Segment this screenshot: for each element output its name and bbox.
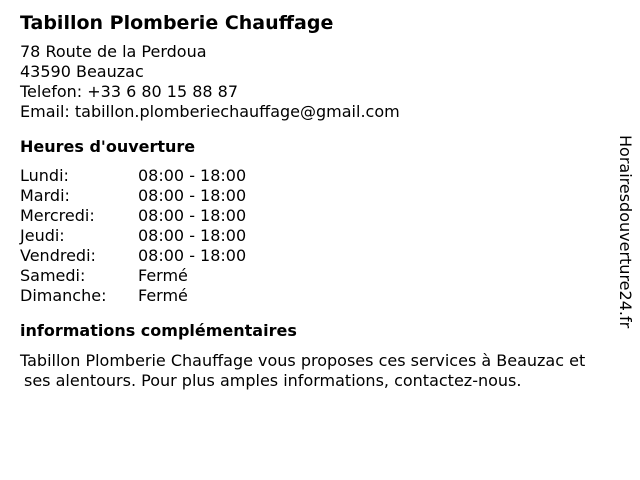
hours-row-wednesday [20, 206, 632, 226]
opening-hours-list [20, 166, 632, 306]
day-label: Dimanche: [20, 286, 107, 305]
address-city: 43590 Beauzac [20, 62, 144, 81]
additional-info-text [20, 351, 635, 391]
day-label: Samedi: [20, 266, 86, 285]
email-address: Email: tabillon.plomberiechauffage@gmail.com [20, 102, 400, 121]
additional-info-heading: informations complémentaires [20, 321, 297, 340]
hours-row-tuesday [20, 186, 632, 206]
day-label: Vendredi: [20, 246, 96, 265]
day-hours: 08:00 - 18:00 [138, 226, 247, 245]
business-info-content [20, 11, 632, 391]
hours-row-thursday [20, 226, 632, 246]
day-label: Jeudi: [20, 226, 65, 245]
hours-row-monday [20, 166, 632, 186]
opening-hours-heading: Heures d'ouverture [20, 137, 196, 156]
day-hours: Fermé [138, 266, 188, 285]
address-street: 78 Route de la Perdoua [20, 42, 207, 61]
phone-number: Telefon: +33 6 80 15 88 87 [20, 82, 239, 101]
day-hours: 08:00 - 18:00 [138, 186, 247, 205]
day-label: Mardi: [20, 186, 70, 205]
day-hours: 08:00 - 18:00 [138, 246, 247, 265]
contact-block [20, 42, 632, 122]
day-label: Mercredi: [20, 206, 95, 225]
hours-row-sunday [20, 286, 632, 306]
day-hours: 08:00 - 18:00 [138, 206, 247, 225]
info-text-line-1: Tabillon Plomberie Chauffage vous proposes ces services à Beauzac et [20, 351, 586, 370]
day-hours: Fermé [138, 286, 188, 305]
day-label: Lundi: [20, 166, 69, 185]
hours-row-friday [20, 246, 632, 266]
business-name-title: Tabillon Plomberie Chauffage [20, 12, 334, 34]
day-hours: 08:00 - 18:00 [138, 166, 247, 185]
hours-row-saturday [20, 266, 632, 286]
info-text-line-2: ses alentours. Pour plus amples informations, contactez-nous. [24, 371, 522, 390]
site-watermark: Horairesdouverture24.fr [616, 135, 635, 329]
